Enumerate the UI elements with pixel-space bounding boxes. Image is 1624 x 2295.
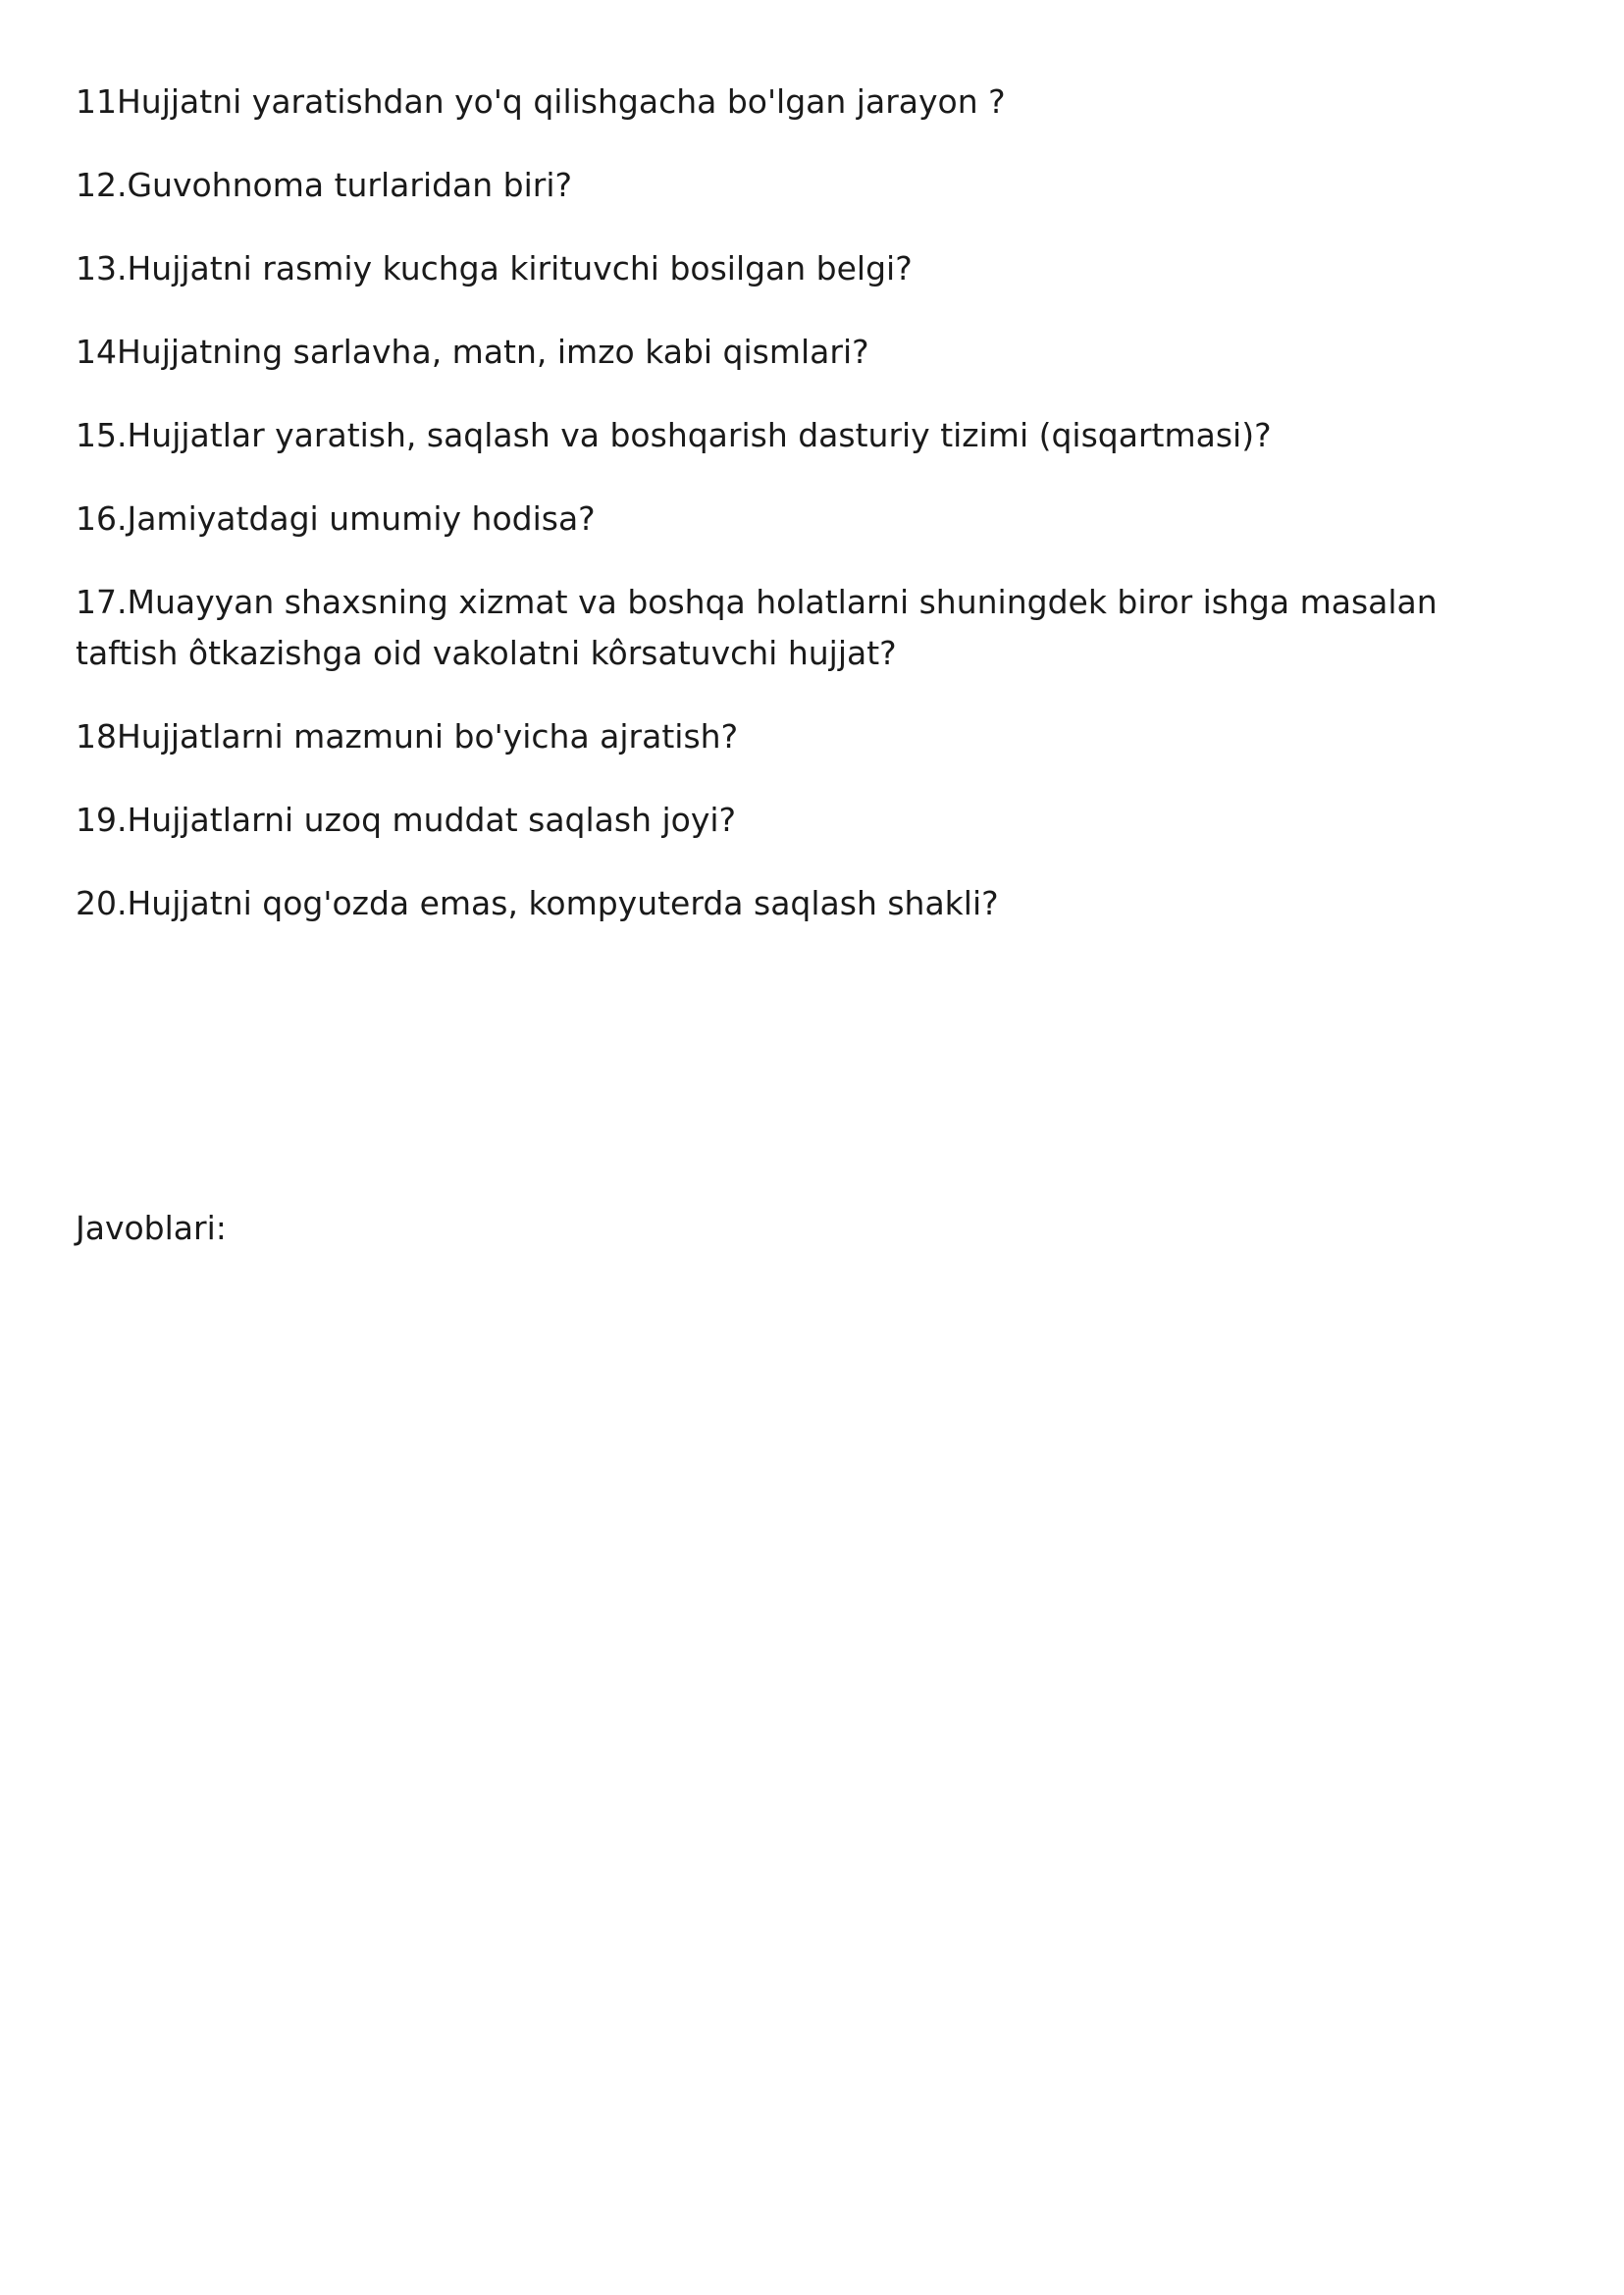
- question-item-15: 15.Hujjatlar yaratish, saqlash va boshqarish dasturiy tizimi (qisqartmasi)?: [76, 416, 1272, 454]
- answers-label: Javoblari:: [76, 1209, 227, 1247]
- question-item-20: 20.Hujjatni qog'ozda emas, kompyuterda saqlash shakli?: [76, 884, 999, 922]
- question-item-14: 14Hujjatning sarlavha, matn, imzo kabi qismlari?: [76, 333, 869, 371]
- question-item-13: 13.Hujjatni rasmiy kuchga kirituvchi bosilgan belgi?: [76, 249, 913, 287]
- question-item-18: 18Hujjatlarni mazmuni bo'yicha ajratish?: [76, 717, 739, 756]
- question-item-17: 17.Muayyan shaxsning xizmat va boshqa holatlarni shuningdek biror ishga masalan taftish ôtkazishga oid vakolatni kôrsatuvchi hujjat?: [76, 583, 1448, 672]
- question-list: [76, 77, 1489, 962]
- question-item-11: 11Hujjatni yaratishdan yo'q qilishgacha bo'lgan jarayon ?: [76, 82, 1006, 121]
- question-item-19: 19.Hujjatlarni uzoq muddat saqlash joyi?: [76, 801, 737, 839]
- question-item-16: 16.Jamiyatdagi umumiy hodisa?: [76, 499, 596, 538]
- question-item-12: 12.Guvohnoma turlaridan biri?: [76, 166, 573, 204]
